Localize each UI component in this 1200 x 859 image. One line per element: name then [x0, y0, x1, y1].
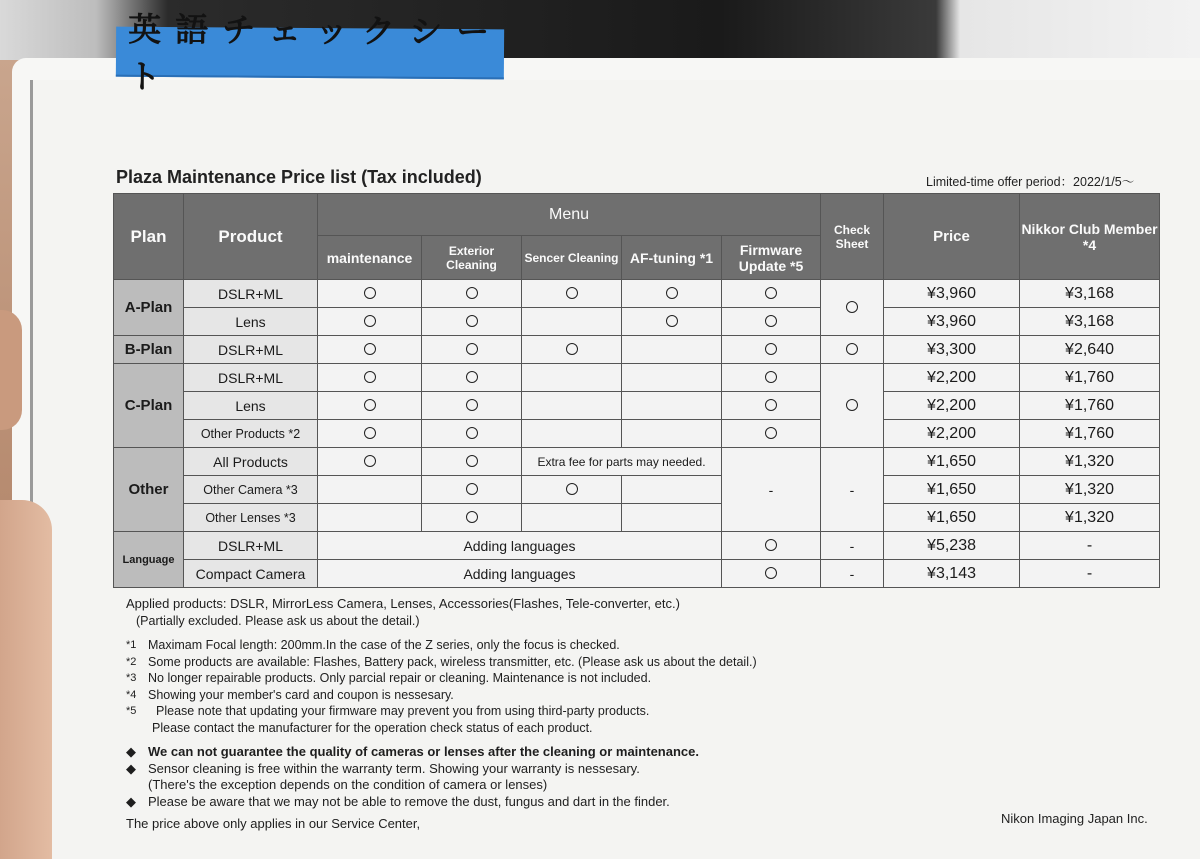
circle-mark — [364, 315, 376, 327]
circle-mark — [666, 315, 678, 327]
circle-mark — [466, 371, 478, 383]
price-cell: ¥1,650 — [884, 504, 1020, 532]
price-cell: ¥1,650 — [884, 476, 1020, 504]
circle-mark — [846, 399, 858, 411]
bullet-continuation: (There's the exception depends on the condition of camera or lenses) — [148, 777, 548, 792]
header-price: Price — [884, 194, 1020, 280]
table-row — [114, 308, 1160, 336]
circle-mark — [846, 343, 858, 355]
product-cell: Other Lenses *3 — [184, 504, 318, 532]
table-row — [114, 560, 1160, 588]
footnote: *5 Please note that updating your firmware may prevent you from using third-party products. — [126, 704, 650, 718]
diamond-icon: ◆ — [126, 744, 136, 759]
company-name: Nikon Imaging Japan Inc. — [1001, 811, 1148, 826]
table-row — [114, 532, 1160, 560]
circle-mark — [466, 287, 478, 299]
circle-mark — [765, 343, 777, 355]
table-row — [114, 448, 1160, 476]
product-cell: DSLR+ML — [184, 336, 318, 364]
header-plan: Plan — [114, 194, 184, 280]
circle-mark — [466, 343, 478, 355]
price-table — [113, 193, 1160, 588]
footnote: *2 Some products are available: Flashes, Battery pack, wireless transmitter, etc. (Please ask us about the detail.) — [126, 654, 757, 669]
table-row — [114, 392, 1160, 420]
adding-languages-cell: Adding languages — [318, 532, 722, 560]
footnote: *4 Showing your member's card and coupon is nessesary. — [126, 687, 454, 702]
circle-mark — [765, 539, 777, 551]
member-price-cell: ¥1,320 — [1020, 476, 1160, 504]
circle-mark — [466, 483, 478, 495]
plan-label-a: A-Plan — [114, 280, 184, 336]
price-cell: ¥3,143 — [884, 560, 1020, 588]
header-firmware-update: Firmware Update *5 — [722, 236, 821, 280]
dash-cell: - — [821, 448, 884, 532]
circle-mark — [466, 511, 478, 523]
circle-mark — [765, 567, 777, 579]
hand-thumb — [0, 500, 52, 859]
price-cell: ¥2,200 — [884, 420, 1020, 448]
header-menu: Menu — [318, 194, 821, 236]
plan-label-b: B-Plan — [114, 336, 184, 364]
member-price-cell: ¥1,760 — [1020, 364, 1160, 392]
diamond-icon: ◆ — [126, 793, 136, 809]
circle-mark — [666, 287, 678, 299]
price-cell: ¥3,300 — [884, 336, 1020, 364]
circle-mark — [466, 427, 478, 439]
plan-label-other: Other — [114, 448, 184, 532]
circle-mark — [364, 455, 376, 467]
product-cell: Other Products *2 — [184, 420, 318, 448]
applied-products-sub: (Partially excluded. Please ask us about the detail.) — [136, 613, 420, 628]
member-price-cell: ¥1,320 — [1020, 504, 1160, 532]
circle-mark — [466, 315, 478, 327]
bullet-note: ◆ Please be aware that we may not be able to remove the dust, fungus and dart in the finder. — [126, 793, 670, 809]
dash-cell: - — [722, 448, 821, 532]
member-price-cell: - — [1020, 532, 1160, 560]
header-sensor-cleaning: Sencer Cleaning — [522, 236, 622, 280]
diamond-icon: ◆ — [126, 760, 136, 776]
table-row — [114, 280, 1160, 308]
bullet-note: ◆ Sensor cleaning is free within the warranty term. Showing your warranty is nessesary. — [126, 760, 640, 776]
product-cell: Lens — [184, 308, 318, 336]
offer-period: Limited-time offer period：2022/1/5～ — [926, 175, 1135, 189]
price-cell: ¥3,960 — [884, 280, 1020, 308]
circle-mark — [566, 287, 578, 299]
member-price-cell: ¥1,760 — [1020, 392, 1160, 420]
circle-mark — [566, 343, 578, 355]
circle-mark — [466, 455, 478, 467]
product-cell: All Products — [184, 448, 318, 476]
header-product: Product — [184, 194, 318, 280]
applied-products: Applied products: DSLR, MirrorLess Camera, Lenses, Accessories(Flashes, Tele-converter, etc.) — [126, 596, 680, 611]
table-row — [114, 336, 1160, 364]
plan-label-c: C-Plan — [114, 364, 184, 448]
sheet-title: Plaza Maintenance Price list (Tax included) — [116, 167, 482, 187]
header-exterior-cleaning: Exterior Cleaning — [422, 236, 522, 280]
price-cell: ¥5,238 — [884, 532, 1020, 560]
circle-mark — [765, 399, 777, 411]
member-price-cell: ¥2,640 — [1020, 336, 1160, 364]
member-price-cell: ¥1,760 — [1020, 420, 1160, 448]
header-member: Nikkor Club Member *4 — [1020, 194, 1160, 280]
circle-mark — [364, 371, 376, 383]
member-price-cell: ¥3,168 — [1020, 308, 1160, 336]
extra-fee-note: Extra fee for parts may needed. — [522, 448, 722, 476]
table-row — [114, 504, 1160, 532]
header-maintenance: maintenance — [318, 236, 422, 280]
price-cell: ¥3,960 — [884, 308, 1020, 336]
price-cell: ¥1,650 — [884, 448, 1020, 476]
bullet-note: ◆ We can not guarantee the quality of cameras or lenses after the cleaning or maintenance. — [126, 744, 699, 759]
circle-mark — [364, 427, 376, 439]
header-af-tuning: AF-tuning *1 — [622, 236, 722, 280]
product-cell: Other Camera *3 — [184, 476, 318, 504]
table-row — [114, 476, 1160, 504]
circle-mark — [566, 483, 578, 495]
product-cell: Compact Camera — [184, 560, 318, 588]
circle-mark — [466, 399, 478, 411]
dash-cell: - — [821, 560, 884, 588]
price-cell: ¥2,200 — [884, 392, 1020, 420]
dash-cell: - — [821, 532, 884, 560]
footnote-continuation: Please contact the manufacturer for the operation check status of each product. — [152, 720, 593, 735]
adding-languages-cell: Adding languages — [318, 560, 722, 588]
product-cell: DSLR+ML — [184, 532, 318, 560]
tape-text: 英語チェックシート — [127, 9, 504, 97]
plan-label-language: Language — [114, 532, 184, 588]
table-row — [114, 364, 1160, 392]
product-cell: DSLR+ML — [184, 280, 318, 308]
product-cell: Lens — [184, 392, 318, 420]
member-price-cell: - — [1020, 560, 1160, 588]
closing-note: The price above only applies in our Service Center, — [126, 816, 421, 831]
footnote: *3 No longer repairable products. Only parcial repair or cleaning. Maintenance is not included. — [126, 671, 652, 685]
circle-mark — [364, 343, 376, 355]
notes-section — [126, 596, 1126, 833]
table-row — [114, 420, 1160, 448]
hand-finger-top — [0, 310, 22, 430]
member-price-cell: ¥1,320 — [1020, 448, 1160, 476]
member-price-cell: ¥3,168 — [1020, 280, 1160, 308]
price-cell: ¥2,200 — [884, 364, 1020, 392]
circle-mark — [765, 371, 777, 383]
circle-mark — [364, 287, 376, 299]
footnote: *1 Maximam Focal length: 200mm.In the case of the Z series, only the focus is checked. — [126, 638, 620, 652]
circle-mark — [846, 301, 858, 313]
blue-tape-label — [116, 9, 504, 97]
circle-mark — [765, 315, 777, 327]
product-cell: DSLR+ML — [184, 364, 318, 392]
circle-mark — [765, 427, 777, 439]
circle-mark — [364, 399, 376, 411]
circle-mark — [765, 287, 777, 299]
header-check-sheet: Check Sheet — [821, 194, 884, 280]
